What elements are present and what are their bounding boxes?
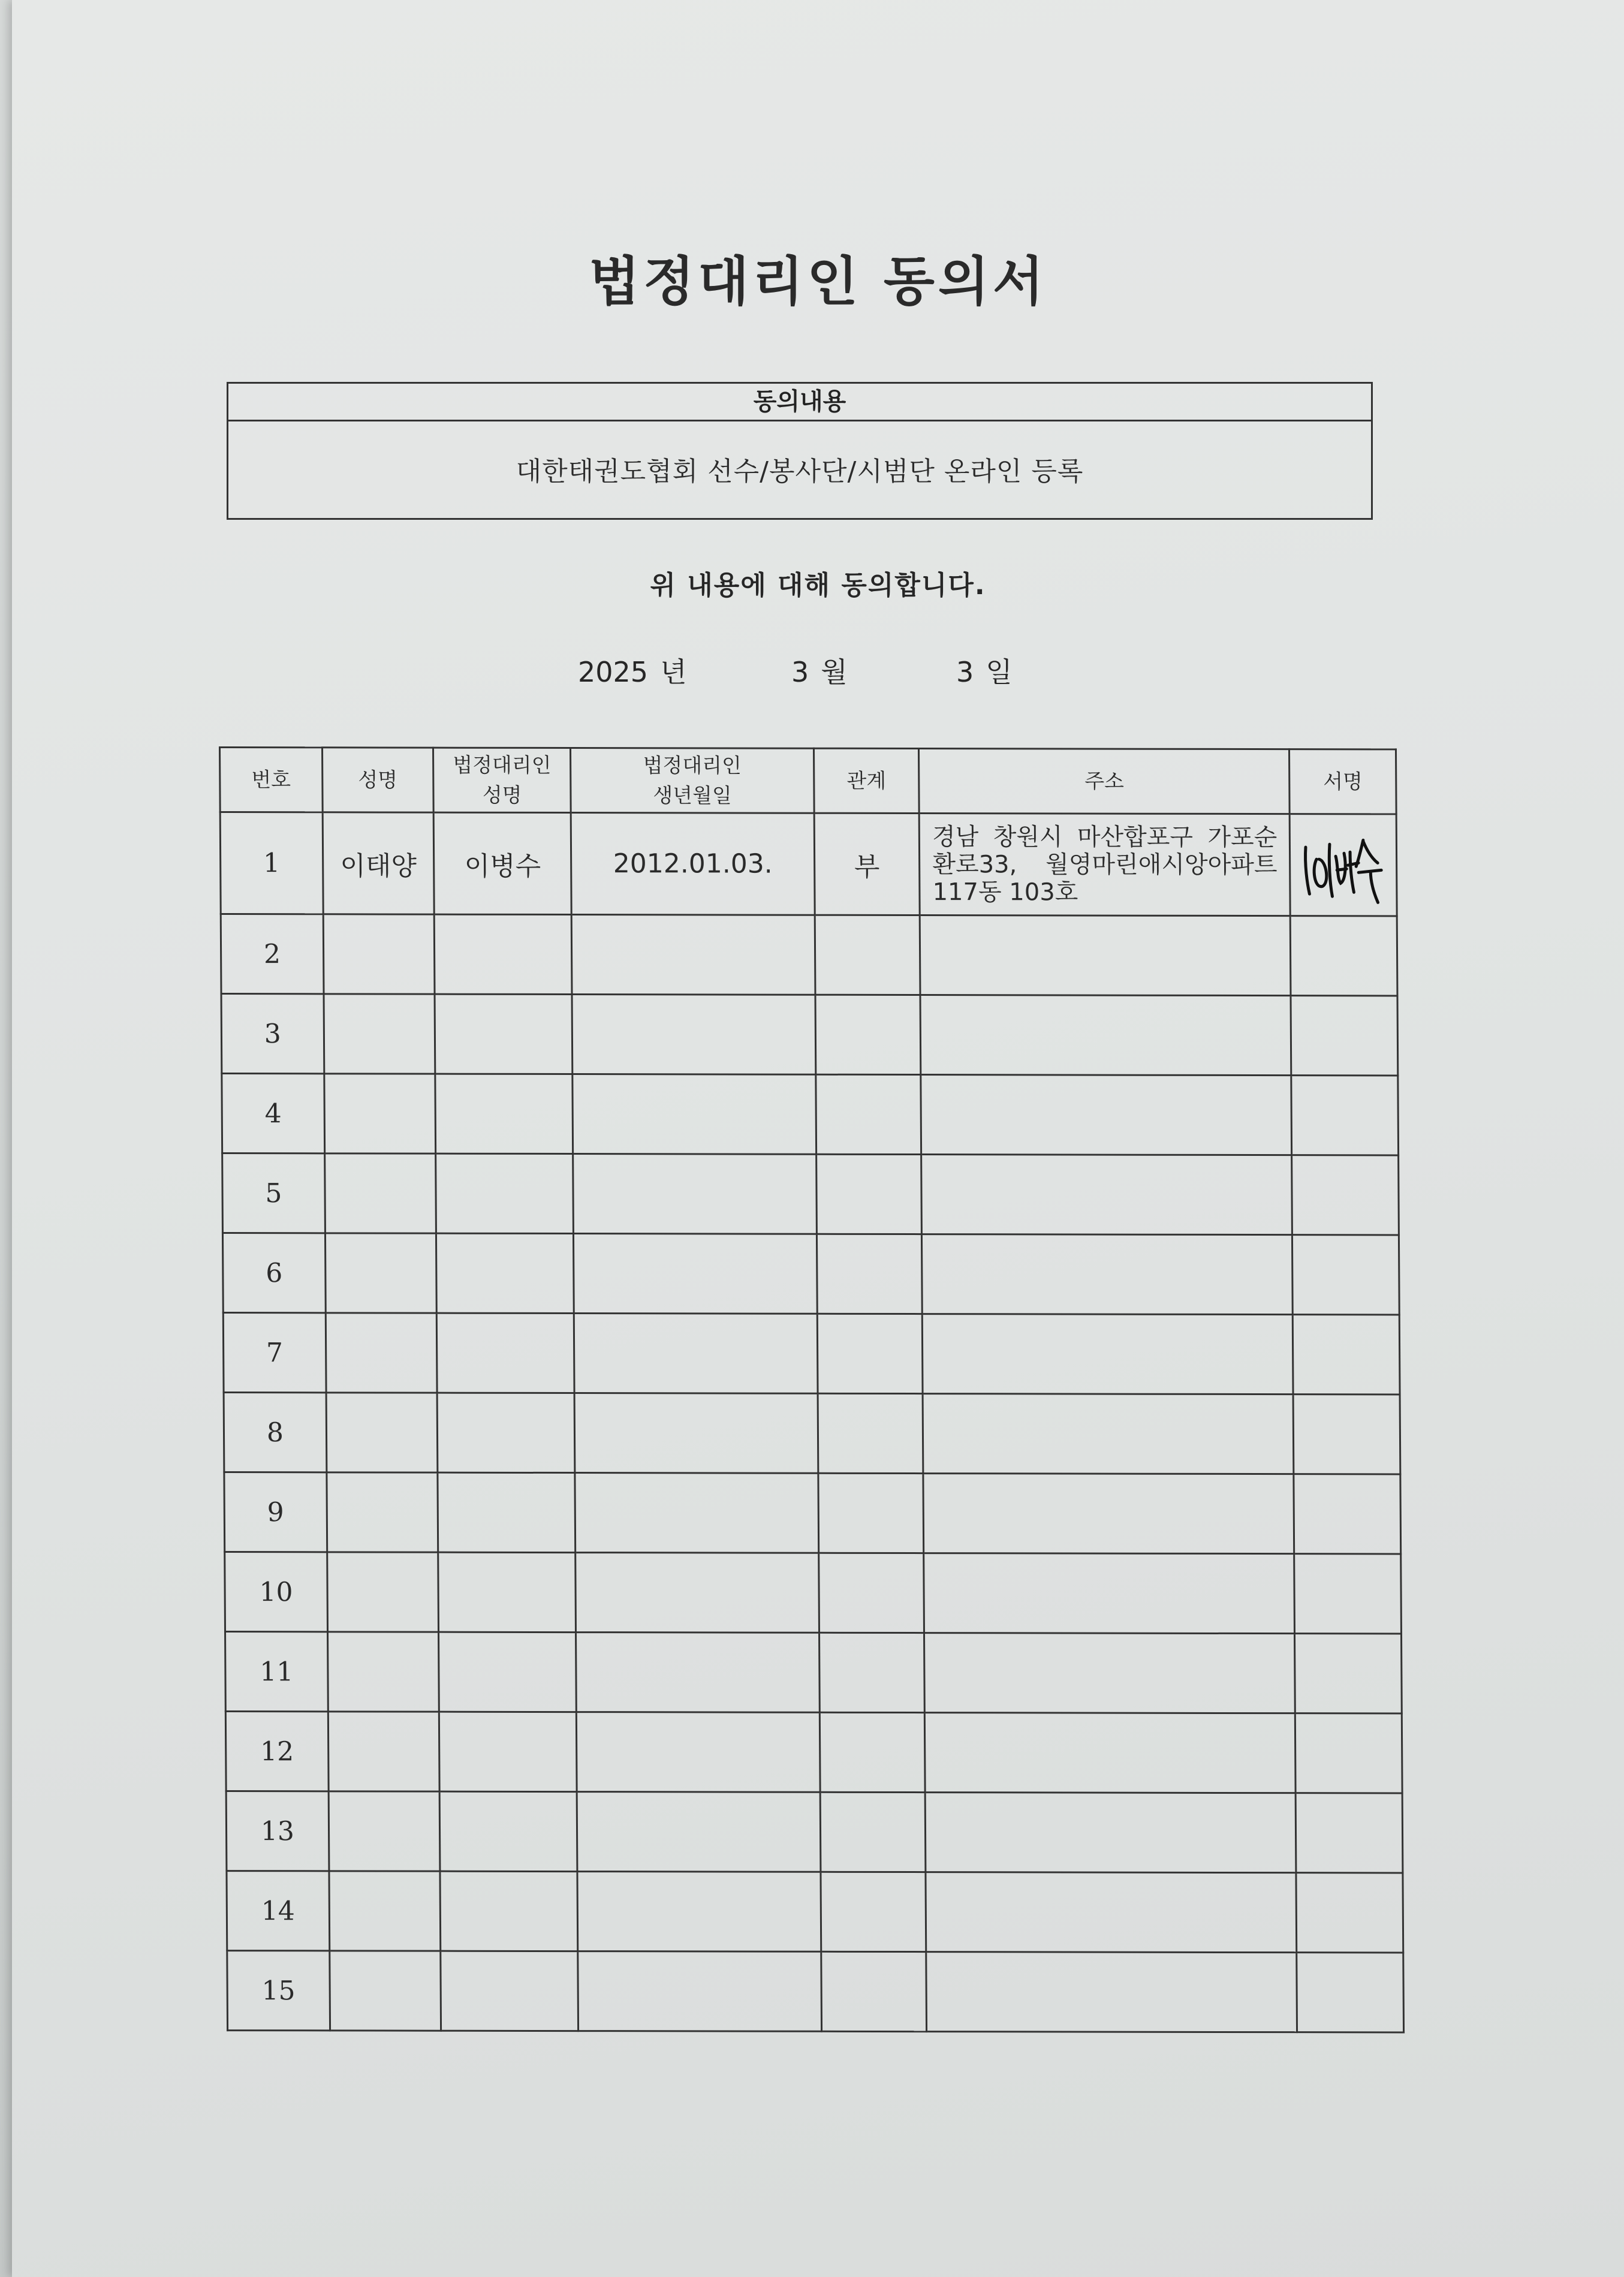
cell-number: 14 [227, 1871, 330, 1951]
date-day [956, 650, 1013, 690]
cell-guardian-name: 이병수 [433, 812, 571, 914]
cell-address [924, 1553, 1295, 1634]
handwritten-signature [1298, 823, 1388, 907]
date-month-value: 3 [791, 656, 809, 688]
cell-guardian-name [434, 914, 572, 994]
cell-guardian-birth [574, 1234, 817, 1314]
guardian-table [219, 746, 1405, 2033]
agreement-text: 위 내용에 대해 동의합니다. [650, 570, 986, 601]
cell-name [329, 1791, 440, 1871]
cell-address [922, 1314, 1293, 1394]
cell-address [923, 1474, 1294, 1554]
cell-number: 12 [225, 1712, 329, 1791]
cell-number: 9 [224, 1472, 327, 1552]
table-row [222, 1233, 1399, 1315]
cell-name [326, 1393, 438, 1472]
cell-guardian-name [441, 1951, 579, 2031]
cell-number: 8 [224, 1393, 327, 1472]
cell-guardian-birth [575, 1473, 818, 1553]
cell-relation [818, 1553, 924, 1633]
table-row [222, 1074, 1399, 1155]
cell-number: 4 [222, 1074, 325, 1153]
cell-address [925, 1793, 1296, 1873]
cell-number: 6 [222, 1233, 326, 1313]
cell-relation [816, 1234, 922, 1314]
cell-relation [818, 1393, 923, 1473]
cell-name [327, 1632, 439, 1712]
cell-address [926, 1952, 1297, 2032]
cell-signature [1296, 1873, 1403, 1953]
consent-content: 대한태권도협회 선수/봉사단/시범단 온라인 등록 [516, 456, 1084, 487]
table-row [221, 994, 1398, 1076]
date-year-value: 2025 [578, 656, 649, 688]
cell-guardian-birth [577, 1872, 821, 1952]
cell-address [922, 1234, 1293, 1315]
consent-box [227, 382, 1373, 520]
table-body [220, 812, 1403, 2032]
header-number: 번호 [220, 748, 323, 812]
cell-signature [1294, 1554, 1401, 1634]
cell-guardian-name [438, 1472, 576, 1552]
table-row [225, 1632, 1402, 1713]
cell-guardian-birth [576, 1633, 819, 1713]
cell-name [327, 1552, 439, 1632]
cell-relation [816, 1154, 921, 1234]
cell-name [325, 1233, 436, 1313]
table-header-row [220, 748, 1397, 814]
cell-guardian-name [437, 1393, 575, 1472]
consent-heading: 동의내용 [228, 384, 1371, 421]
cell-address [926, 1872, 1297, 1953]
table-row [224, 1472, 1401, 1554]
table-row [220, 812, 1397, 916]
table-row [227, 1951, 1404, 2032]
document-page [12, 0, 1624, 2277]
cell-name [326, 1313, 437, 1393]
cell-number: 2 [221, 914, 324, 994]
cell-signature [1291, 1076, 1398, 1155]
cell-guardian-birth [576, 1553, 819, 1633]
cell-signature [1295, 1713, 1402, 1793]
cell-name [324, 994, 435, 1074]
cell-signature [1294, 1474, 1400, 1554]
header-address: 주소 [919, 749, 1290, 814]
cell-relation [819, 1712, 925, 1792]
cell-name [330, 1951, 441, 2031]
cell-relation [816, 1074, 921, 1154]
cell-address [924, 1633, 1295, 1713]
cell-guardian-birth [572, 915, 815, 995]
cell-relation [817, 1314, 923, 1393]
cell-relation [821, 1951, 927, 2031]
cell-address [925, 1713, 1296, 1793]
table-row [225, 1712, 1402, 1793]
cell-relation [815, 995, 921, 1074]
header-name: 성명 [322, 748, 433, 812]
cell-guardian-birth [573, 1154, 816, 1234]
cell-number: 10 [225, 1552, 328, 1632]
cell-address [921, 1075, 1292, 1155]
cell-guardian-birth [573, 1074, 816, 1155]
header-guardian-birth-line1: 법정대리인 [643, 753, 742, 778]
cell-signature [1292, 1155, 1399, 1235]
cell-relation [819, 1633, 924, 1712]
cell-address [920, 915, 1291, 996]
date-month-unit: 월 [821, 656, 848, 688]
cell-address: 경남 창원시 마산합포구 가포순환로33, 월영마린애시앙아파트 117동 103호 [919, 814, 1290, 916]
table-row [225, 1552, 1402, 1634]
header-guardian-birth [571, 748, 814, 814]
cell-number: 7 [223, 1313, 326, 1393]
cell-signature [1292, 1235, 1399, 1315]
cell-guardian-birth [577, 1712, 820, 1793]
cell-relation [815, 915, 920, 995]
table-row [226, 1791, 1403, 1873]
cell-signature [1293, 1394, 1400, 1474]
cell-signature [1295, 1634, 1402, 1713]
cell-name [329, 1871, 441, 1951]
table-row [222, 1153, 1399, 1235]
date-month [791, 650, 848, 690]
cell-signature [1290, 814, 1397, 916]
cell-guardian-birth [575, 1393, 818, 1474]
header-guardian-name-line2: 성명 [482, 783, 522, 808]
header-guardian-birth-line2: 생년월일 [653, 783, 732, 808]
cell-signature [1297, 1953, 1403, 2032]
cell-number: 11 [225, 1632, 329, 1712]
table-row [224, 1393, 1400, 1474]
cell-relation [821, 1872, 926, 1951]
date-day-value: 3 [956, 656, 974, 688]
cell-guardian-birth [572, 995, 815, 1075]
cell-guardian-birth [577, 1792, 821, 1872]
cell-guardian-birth [574, 1314, 818, 1394]
cell-address [920, 995, 1291, 1076]
cell-guardian-birth: 2012.01.03. [571, 813, 815, 915]
cell-guardian-birth [578, 1951, 821, 2032]
cell-name [324, 1153, 436, 1233]
cell-number: 13 [226, 1791, 329, 1871]
cell-address [923, 1394, 1294, 1474]
document-title: 법정대리인 동의서 [589, 251, 1047, 312]
cell-signature [1293, 1315, 1400, 1394]
cell-relation [818, 1473, 924, 1553]
cell-guardian-name [436, 1313, 574, 1393]
header-relation: 관계 [813, 748, 919, 813]
header-signature: 서명 [1289, 749, 1396, 814]
cell-number: 15 [227, 1951, 330, 2031]
cell-number: 3 [221, 994, 324, 1074]
cell-signature [1291, 996, 1397, 1076]
table-row [223, 1313, 1400, 1394]
header-guardian-name [433, 748, 571, 812]
cell-guardian-name [439, 1712, 577, 1791]
cell-signature [1296, 1793, 1403, 1873]
cell-guardian-name [439, 1791, 577, 1871]
header-guardian-name-line1: 법정대리인 [453, 753, 552, 778]
cell-name [323, 914, 435, 994]
cell-name: 이태양 [323, 812, 434, 914]
cell-name [324, 1074, 436, 1153]
table-row [227, 1871, 1403, 1953]
cell-number: 1 [220, 812, 323, 914]
cell-relation [820, 1792, 926, 1872]
cell-guardian-name [436, 1233, 574, 1313]
cell-guardian-name [440, 1871, 578, 1951]
cell-guardian-name [435, 994, 573, 1074]
cell-number: 5 [222, 1153, 326, 1233]
date-day-unit: 일 [986, 656, 1013, 688]
cell-address [921, 1155, 1292, 1235]
cell-guardian-name [438, 1552, 576, 1632]
cell-signature [1291, 916, 1397, 996]
cell-name [328, 1712, 439, 1791]
date-year-unit: 년 [660, 656, 687, 688]
cell-name [327, 1472, 438, 1552]
date-year [578, 650, 687, 690]
table-row [221, 914, 1397, 996]
cell-guardian-name [435, 1074, 573, 1153]
cell-relation: 부 [814, 813, 920, 915]
cell-guardian-name [436, 1153, 574, 1233]
cell-guardian-name [439, 1632, 577, 1712]
